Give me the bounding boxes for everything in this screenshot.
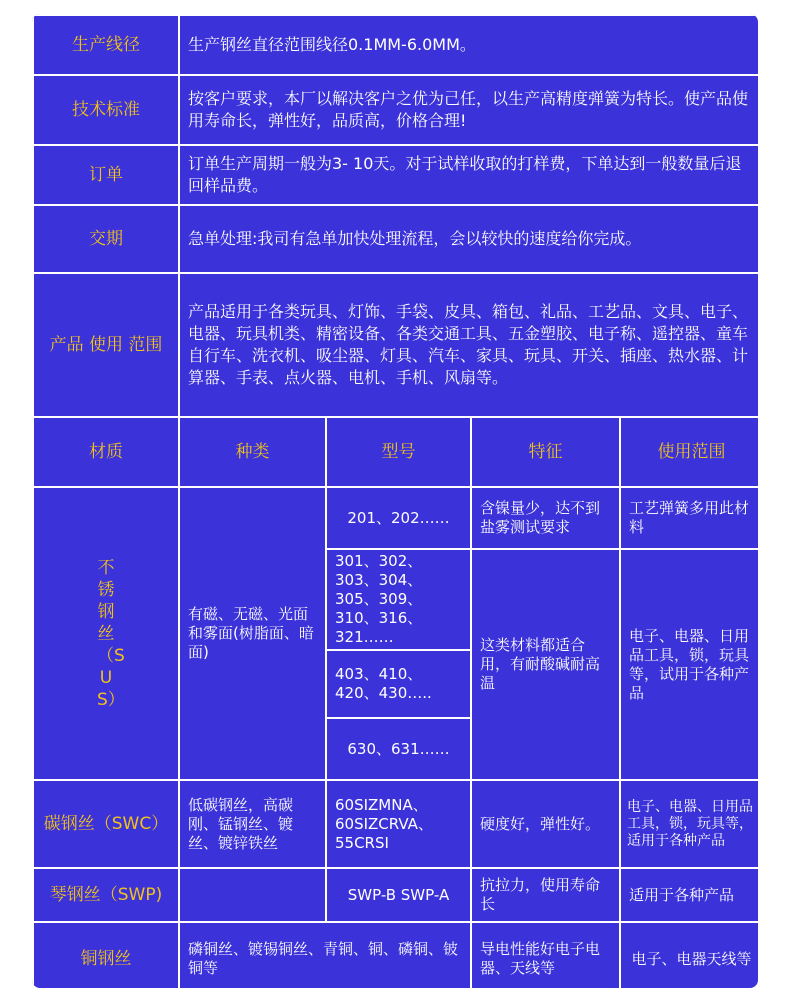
header-feature: 特征 [471, 417, 620, 487]
sus-usage-1: 工艺弹簧多用此材料 [620, 487, 760, 549]
info-row-delivery [33, 205, 760, 273]
sus-model-300: 301、302、303、304、305、309、310、316、321…… [326, 549, 471, 650]
info-row-order [33, 145, 760, 205]
material-copper: 铜钢丝 [33, 922, 179, 990]
spec-table-container [30, 12, 760, 990]
spec-table [32, 14, 760, 990]
header-usage: 使用范围 [620, 417, 760, 487]
swp-model: SWP-B SWP-A [326, 868, 471, 922]
row-label: 订单 [33, 145, 179, 205]
swp-row [33, 868, 760, 922]
sus-kind: 有磁、无磁、光面和雾面(树脂面、暗面) [179, 487, 326, 780]
copper-feature: 导电性能好电子电器、天线等 [471, 922, 620, 990]
row-text: 订单生产周期一般为3- 10天。对于试样收取的打样费，下单达到一般数量后退回样品费。 [179, 145, 760, 205]
sus-feature-1: 含镍量少，达不到盐雾测试要求 [471, 487, 620, 549]
row-label: 技术标准 [33, 75, 179, 145]
row-text: 产品适用于各类玩具、灯饰、手袋、皮具、箱包、礼品、工艺品、文具、电子、电器、玩具机类、精密设备、各类交通工具、五金塑胶、电子称、遥控器、童车自行车、洗衣机、吸尘器、灯具、汽车、家具、玩具、开关、插座、热水器、计算器、手表、点火器、电机、手机、风扇等。 [179, 273, 760, 417]
info-row-usage-scope [33, 273, 760, 417]
swp-kind [179, 868, 326, 922]
swc-row [33, 780, 760, 868]
row-label: 产品 使用 范围 [33, 273, 179, 417]
copper-kind: 磷铜丝、镀锡铜丝、青铜、铜、磷铜、铍铜等 [179, 922, 471, 990]
copper-row [33, 922, 760, 990]
swc-model: 60SIZMNA、60SIZCRVA、55CRSI [326, 780, 471, 868]
material-swc: 碳钢丝（SWC） [33, 780, 179, 868]
swc-kind: 低碳钢丝，高碳刚、锰钢丝、镀丝、镀锌铁丝 [179, 780, 326, 868]
info-row-tech-standard [33, 75, 760, 145]
header-material: 材质 [33, 417, 179, 487]
row-text: 生产钢丝直径范围线径0.1MM-6.0MM。 [179, 15, 760, 75]
header-model: 型号 [326, 417, 471, 487]
row-label: 生产线径 [33, 15, 179, 75]
sus-usage-2: 电子、电器、日用品工具，锁，玩具等，试用于各种产品 [620, 549, 760, 780]
sus-model-400: 403、410、420、430….. [326, 650, 471, 718]
copper-usage: 电子、电器天线等 [620, 922, 760, 990]
sus-row-1 [33, 487, 760, 549]
sus-model-600: 630、631…… [326, 718, 471, 780]
swc-feature: 硬度好，弹性好。 [471, 780, 620, 868]
swc-usage: 电子、电器、日用品工具，锁，玩具等，适用于各种产品 [620, 780, 760, 868]
sus-model-200: 201、202…… [326, 487, 471, 549]
row-text: 按客户要求，本厂以解决客户之优为己任，以生产高精度弹簧为特长。使产品使用寿命长，弹性好，品质高，价格合理! [179, 75, 760, 145]
row-label: 交期 [33, 205, 179, 273]
info-row-wire-diameter [33, 15, 760, 75]
header-kind: 种类 [179, 417, 326, 487]
row-text: 急单处理:我司有急单加快处理流程，会以较快的速度给你完成。 [179, 205, 760, 273]
swp-usage: 适用于各种产品 [620, 868, 760, 922]
material-sus [33, 487, 179, 780]
material-header-row [33, 417, 760, 487]
swp-feature: 抗拉力，使用寿命长 [471, 868, 620, 922]
material-swp: 琴钢丝（SWP) [33, 868, 179, 922]
sus-feature-2: 这类材料都适合用，有耐酸碱耐高温 [471, 549, 620, 780]
material-sus-label: 不锈钢丝（SUS） [97, 557, 125, 710]
